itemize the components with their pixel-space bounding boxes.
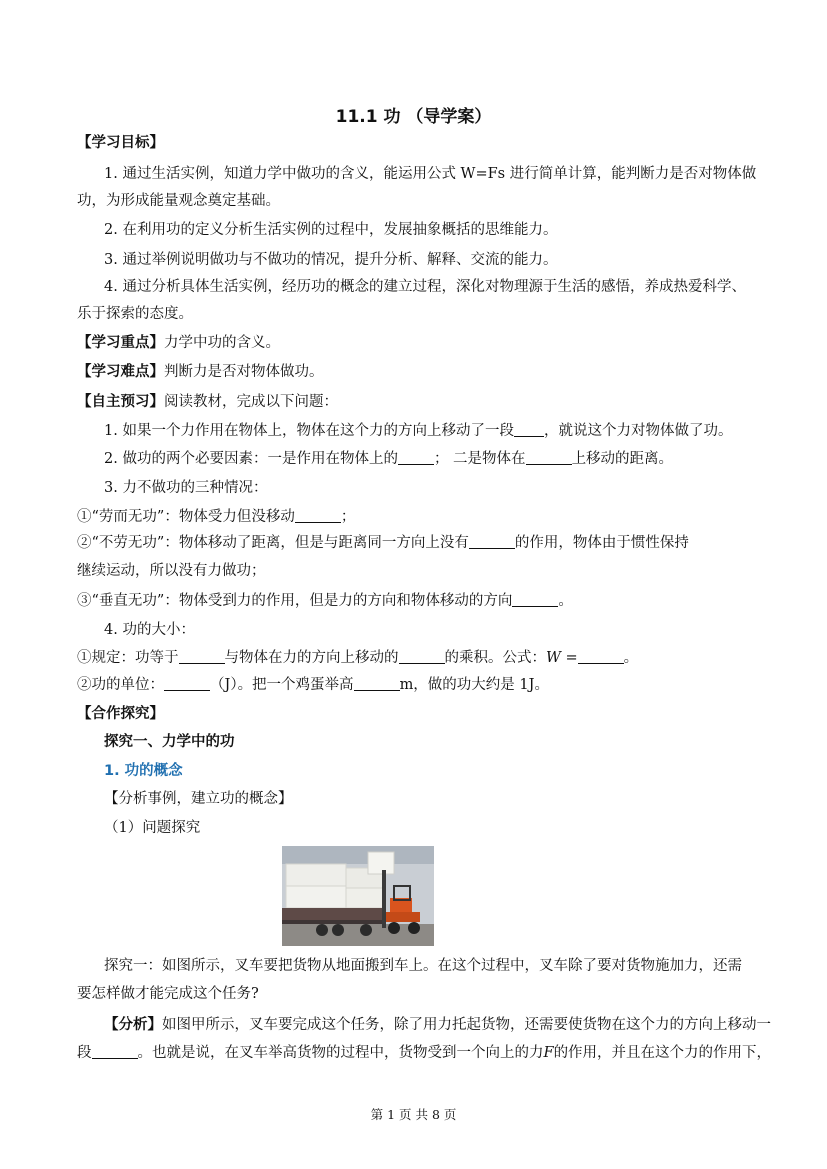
q4-1-blank-3[interactable]: [578, 649, 624, 664]
analysis-f: F: [543, 1045, 554, 1061]
difficulty: [77, 362, 757, 382]
goal-4-line-1: 4. 通过分析具体生活实例，经历功的概念的建立过程，深化对物理源于生活的感悟，养成热爱科学、: [104, 279, 746, 295]
q4-2-text-b: （J）。把一个鸡蛋举高: [210, 677, 354, 693]
analysis-text-b3: 的作用，并且在这个力的作用下，: [553, 1045, 772, 1061]
q3-2-text-a: ②“不劳无功”：物体移动了距离，但是与距离同一方向上没有: [77, 535, 469, 551]
page-footer: 第 1 页 共 8 页: [370, 1107, 457, 1122]
q4-2-text-c: m，做的功大约是 1J。: [399, 677, 549, 693]
analysis-line-2: [77, 1043, 772, 1063]
q3-1-text-a: ①“劳而无功”：物体受力但没移动: [77, 509, 295, 525]
page-title: 11.1 功 （导学案）: [335, 107, 492, 127]
goal-2: 2. 在利用功的定义分析生活实例的过程中，发展抽象概括的思维能力。: [104, 222, 558, 238]
q3-3-blank[interactable]: [512, 592, 558, 607]
preview-q3-2-cont: 继续运动，所以没有力做功；: [77, 563, 266, 579]
q1-text-a: 1. 如果一个力作用在物体上，物体在这个力的方向上移动了一段: [104, 423, 514, 439]
q2-text-b: ； 二是物体在: [433, 451, 526, 467]
analysis-label: 【分析】: [104, 1017, 162, 1033]
preview-q3-1: [77, 507, 757, 527]
q3-2-blank[interactable]: [469, 534, 515, 549]
q3-1-text-b: ；: [340, 509, 356, 525]
q4-1-text-b: 与物体在力的方向上移动的: [224, 650, 399, 666]
cooperate-heading: 【合作探究】: [77, 706, 164, 722]
difficulty-text: 判断力是否对物体做功。: [164, 364, 324, 380]
preview-q4: 4. 功的大小：: [104, 622, 195, 638]
goal-1-line-1: 1. 通过生活实例，知道力学中做功的含义，能运用公式 W=Fs 进行简单计算，能判断力是否对物体做: [104, 166, 757, 182]
q1-text-b: ，就说这个力对物体做了功。: [543, 423, 733, 439]
preview-q1: [104, 421, 784, 441]
q4-1-w: W: [546, 650, 561, 666]
preview-q3-3: [77, 591, 757, 611]
key-point-text: 力学中功的含义。: [164, 335, 280, 351]
q4-1-blank-1[interactable]: [179, 649, 225, 664]
forklift-illustration: [282, 846, 434, 946]
q3-1-blank[interactable]: [295, 508, 341, 523]
problem-heading: （1）问题探究: [104, 820, 201, 836]
key-point: [77, 333, 757, 353]
key-point-label: 【学习重点】: [77, 335, 164, 351]
q2-text-c: 上移动的距离。: [571, 451, 674, 467]
goals-heading: 【学习目标】: [77, 135, 164, 151]
preview-q4-1: [77, 648, 757, 668]
q1-blank[interactable]: [514, 422, 544, 437]
q4-2-blank-1[interactable]: [164, 676, 210, 691]
q3-3-text-a: ③“垂直无功”：物体受到力的作用，但是力的方向和物体移动的方向: [77, 593, 513, 609]
sub-heading: 1. 功的概念: [104, 763, 183, 779]
analysis-blank[interactable]: [92, 1044, 138, 1059]
q4-1-text-c: 的乘积。公式：: [444, 650, 546, 666]
analysis-text-b1: 段: [77, 1045, 92, 1061]
preview-q3: 3. 力不做功的三种情况：: [104, 480, 268, 496]
section-heading: 探究一、力学中的功: [104, 734, 235, 750]
preview-q2: [104, 449, 784, 469]
explore-line-1: 探究一：如图所示，叉车要把货物从地面搬到车上。在这个过程中，叉车除了要对货物施加力，还需: [104, 958, 742, 974]
case-heading: 【分析事例，建立功的概念】: [104, 791, 293, 807]
q2-blank-2[interactable]: [526, 450, 572, 465]
explore-line-2: 要怎样做才能完成这个任务?: [77, 986, 259, 1002]
difficulty-label: 【学习难点】: [77, 364, 164, 380]
q3-3-text-b: 。: [558, 593, 573, 609]
q3-2-text-b: 的作用，物体由于惯性保持: [514, 535, 689, 551]
q4-1-text-e: 。: [623, 650, 639, 666]
q4-1-text-d: =: [560, 650, 578, 666]
preview-q4-2: [77, 675, 757, 695]
q4-2-text-a: ②功的单位：: [77, 677, 164, 693]
q2-text-a: 2. 做功的两个必要因素：一是作用在物体上的: [104, 451, 398, 467]
analysis-text-a: 如图甲所示，叉车要完成这个任务，除了用力托起货物，还需要使货物在这个力的方向上移动一: [162, 1017, 771, 1033]
goal-1-line-2: 功，为形成能量观念奠定基础。: [77, 193, 280, 209]
preview-intro: 阅读教材，完成以下问题：: [164, 394, 338, 410]
goal-4-line-2: 乐于探索的态度。: [77, 306, 193, 322]
q4-2-blank-2[interactable]: [354, 676, 400, 691]
preview-q3-2: [77, 533, 757, 553]
q2-blank-1[interactable]: [398, 450, 434, 465]
preview-label: 【自主预习】: [77, 394, 164, 410]
analysis-text-b2: 。也就是说，在叉车举高货物的过程中，货物受到一个向上的力: [137, 1045, 544, 1061]
q4-1-text-a: ①规定：功等于: [77, 650, 179, 666]
goal-3: 3. 通过举例说明做功与不做功的情况，提升分析、解释、交流的能力。: [104, 252, 558, 268]
preview-heading: [77, 392, 757, 412]
analysis-line-1: [104, 1015, 784, 1035]
q4-1-blank-2[interactable]: [399, 649, 445, 664]
forklift-photo: [282, 846, 434, 946]
